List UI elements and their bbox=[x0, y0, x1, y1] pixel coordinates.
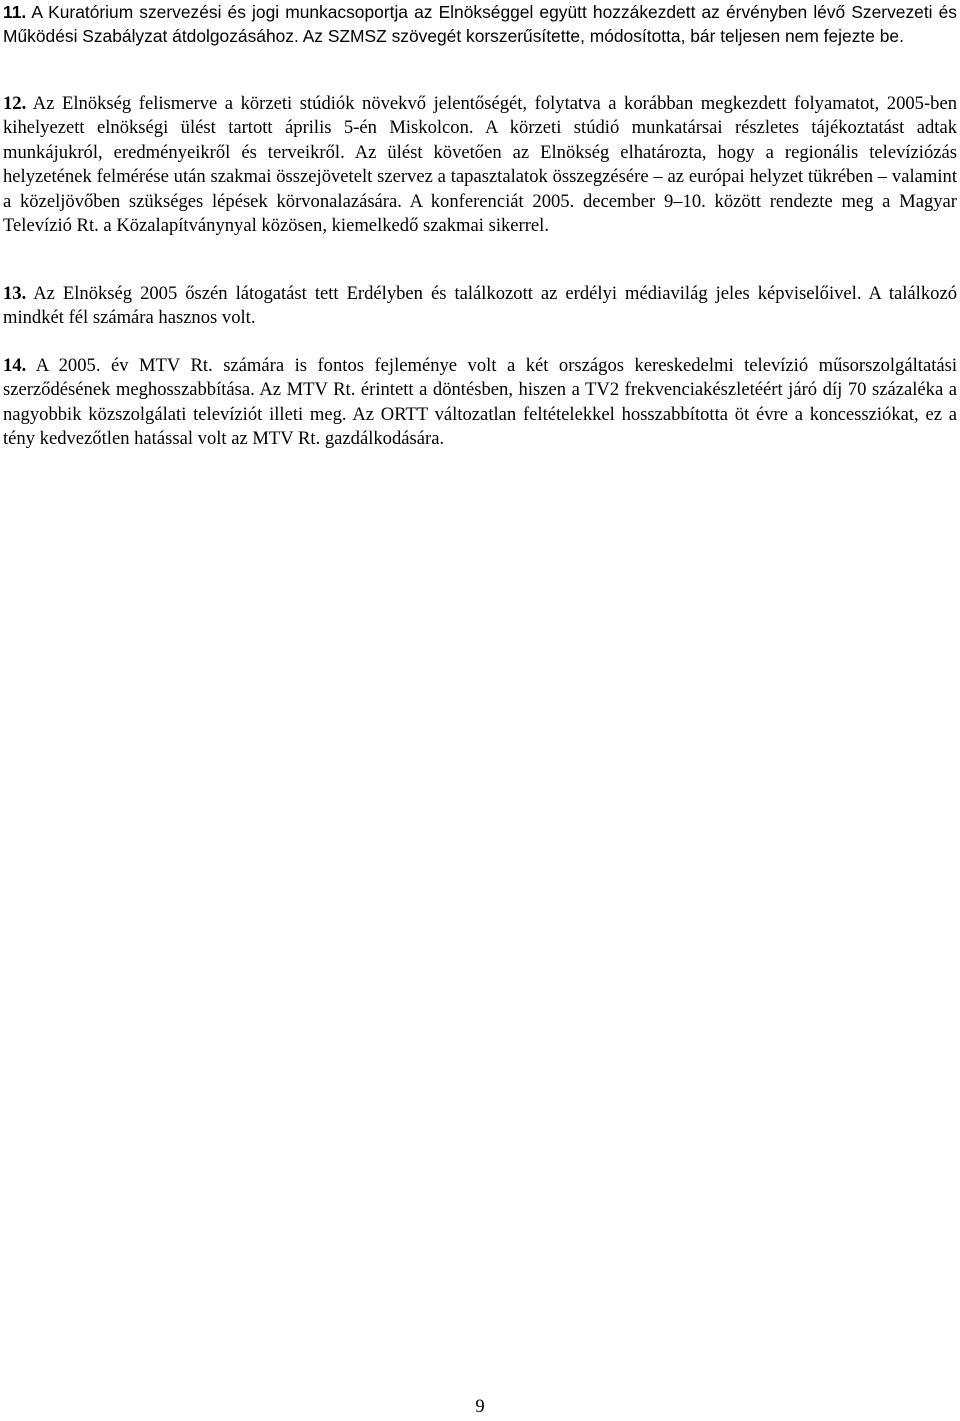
paragraph-13 bbox=[3, 282, 957, 331]
paragraph-number: 11. bbox=[3, 2, 27, 22]
paragraph-12 bbox=[3, 92, 957, 238]
page-number: 9 bbox=[475, 1396, 485, 1417]
paragraph-text: A Kuratórium szervezési és jogi munkacsoportja az Elnökséggel együtt hozzákezdett az érvényben lévő Szervezeti és Működési Szabályzat átdolgozásához. Az SZMSZ szövegét korszerűsítette, módosította, bár teljesen nem fejezte be. bbox=[3, 2, 957, 47]
paragraph-text: A 2005. év MTV Rt. számára is fontos fejleménye volt a két országos kereskedelmi televízió műsorszolgáltatási szerződésének meghosszabbítása. Az MTV Rt. érintett a döntésben, hiszen a TV2 frekvenciakészletéért járó díj 70 százaléka a nagyobbik közszolgálati televíziót illeti meg. Az ORTT változatlan feltételekkel hosszabbította öt évre a koncessziókat, ez a tény kedvezőtlen hatással volt az MTV Rt. gazdálkodására. bbox=[3, 355, 958, 450]
paragraph-number: 13. bbox=[3, 283, 27, 304]
paragraph-text: Az Elnökség felismerve a körzeti stúdiók növekvő jelentőségét, folytatva a korábban megkezdett folyamatot, 2005-ben kihelyezett elnökségi ülést tartott április 5-én Miskolcon. A körzeti stúdió munkatársai részletes tájékoztatást adtak munkájukról, eredményeikről és terveikről. Az ülést követően az Elnökség elhatározta, hogy a regionális televíziózás helyzetének felmérése után szakmai összejövetelt szervez a tapasztalatok összegzésére – az európai helyzet tükrében – valamint a közeljövőben szükséges lépések körvonalazására. A konferenciát 2005. december 9–10. között rendezte meg a Magyar Televízió Rt. a Közalapítványnyal közösen, kiemelkedő szakmai sikerrel. bbox=[3, 93, 957, 237]
paragraph-number: 14. bbox=[3, 355, 27, 376]
paragraph-number: 12. bbox=[3, 93, 27, 114]
paragraph-14 bbox=[3, 354, 957, 452]
paragraph-text: Az Elnökség 2005 őszén látogatást tett Erdélyben és találkozott az erdélyi médiavilág jeles képviselőivel. A találkozó mindkét fél számára hasznos volt. bbox=[3, 283, 957, 329]
paragraph-11 bbox=[3, 0, 957, 49]
